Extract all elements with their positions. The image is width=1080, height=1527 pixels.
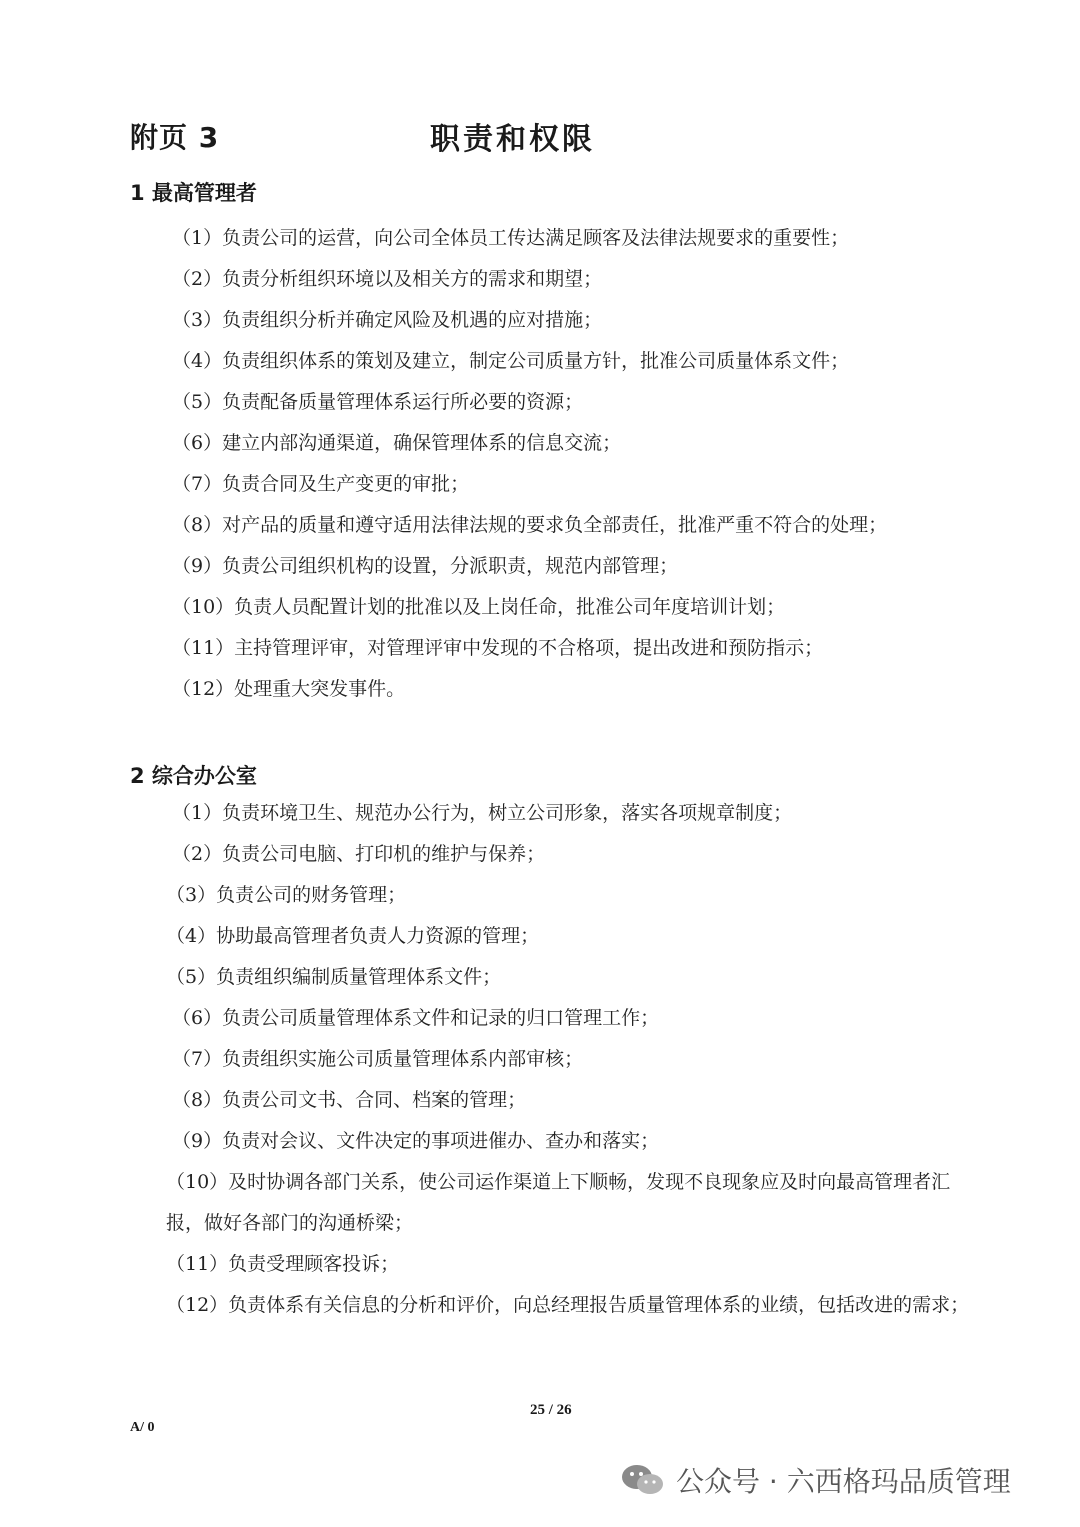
wechat-logo-icon	[620, 1462, 666, 1498]
list-item: （9）负责对会议、文件决定的事项进催办、查办和落实；	[172, 1130, 660, 1152]
list-item: （1）负责环境卫生、规范办公行为，树立公司形象，落实各项规章制度；	[172, 802, 793, 824]
list-item: （6）负责公司质量管理体系文件和记录的归口管理工作；	[172, 1007, 660, 1029]
list-item: （1）负责公司的运营，向公司全体员工传达满足顾客及法律法规要求的重要性；	[172, 227, 850, 249]
list-item: （7）负责合同及生产变更的审批；	[172, 473, 470, 495]
list-item: （10）及时协调各部门关系，使公司运作渠道上下顺畅，发现不良现象应及时向最高管理者汇报，做好各部门的沟通桥梁；	[166, 1171, 951, 1234]
revision-label: A/ 0	[130, 1420, 155, 1435]
list-item: （3）负责组织分析并确定风险及机遇的应对措施；	[172, 309, 603, 331]
list-item: （11）主持管理评审，对管理评审中发现的不合格项，提出改进和预防指示；	[172, 637, 824, 659]
section-heading-general-office: 2 综合办公室	[130, 764, 257, 788]
list-item: （2）负责分析组织环境以及相关方的需求和期望；	[172, 268, 603, 290]
list-item: （4）协助最高管理者负责人力资源的管理；	[166, 925, 540, 947]
list-item: （8）对产品的质量和遵守适用法律法规的要求负全部责任，批准严重不符合的处理；	[172, 514, 888, 536]
list-item: （3）负责公司的财务管理；	[166, 884, 407, 906]
list-item: （8）负责公司文书、合同、档案的管理；	[172, 1089, 527, 1111]
list-item: （12）负责体系有关信息的分析和评价，向总经理报告质量管理体系的业绩，包括改进的需求；	[166, 1294, 970, 1316]
appendix-label: 附页 3	[130, 121, 220, 154]
list-item: （2）负责公司电脑、打印机的维护与保养；	[172, 843, 546, 865]
list-item: （11）负责受理顾客投诉；	[166, 1253, 400, 1275]
list-item: （10）负责人员配置计划的批准以及上岗任命，批准公司年度培训计划；	[172, 596, 786, 618]
list-item: （5）负责组织编制质量管理体系文件；	[166, 966, 502, 988]
list-item: （4）负责组织体系的策划及建立，制定公司质量方针，批准公司质量体系文件；	[172, 350, 850, 372]
list-item: （6）建立内部沟通渠道，确保管理体系的信息交流；	[172, 432, 622, 454]
list-item: （12）处理重大突发事件。	[172, 678, 406, 700]
watermark	[620, 1460, 1011, 1500]
section-heading-top-management: 1 最高管理者	[130, 181, 257, 205]
list-item: （9）负责公司组织机构的设置，分派职责，规范内部管理；	[172, 555, 679, 577]
page-title: 职责和权限	[430, 122, 595, 157]
watermark-text: 公众号 · 六西格玛品质管理	[676, 1465, 1011, 1498]
list-item: （7）负责组织实施公司质量管理体系内部审核；	[172, 1048, 584, 1070]
page-number: 25 / 26	[530, 1402, 572, 1418]
list-item: （5）负责配备质量管理体系运行所必要的资源；	[172, 391, 584, 413]
